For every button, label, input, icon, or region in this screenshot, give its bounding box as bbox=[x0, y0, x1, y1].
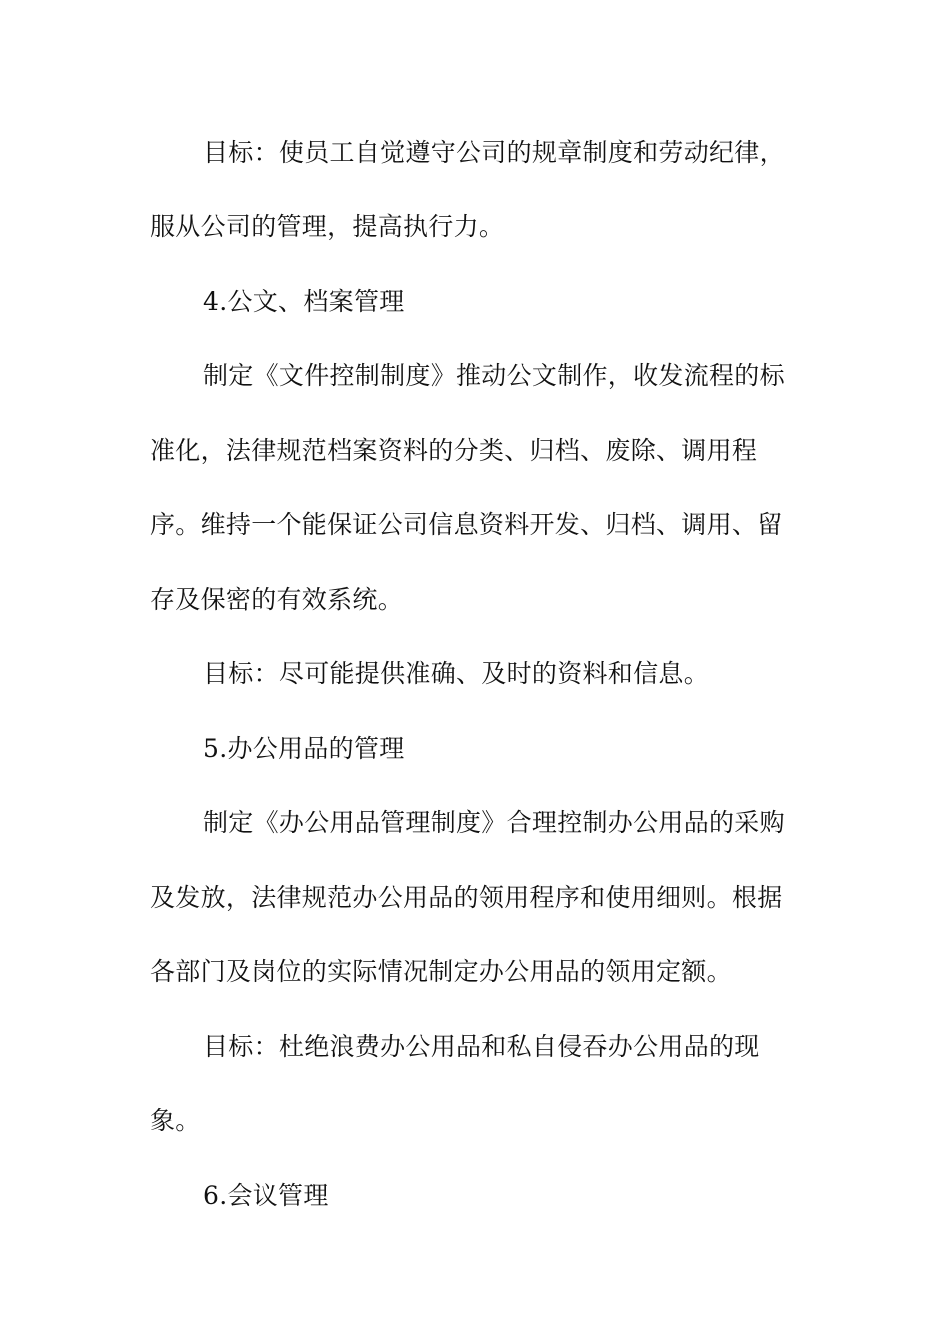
goal-discipline-line-2: 服从公司的管理，提高执行力。 bbox=[150, 212, 505, 241]
goal-supplies-line-2: 象。 bbox=[150, 1106, 201, 1135]
section-heading-documents-archives: 4.公文、档案管理 bbox=[203, 287, 405, 316]
supplies-paragraph-line-1: 制定《办公用品管理制度》合理控制办公用品的采购 bbox=[203, 808, 785, 837]
documents-paragraph-line-4: 存及保密的有效系统。 bbox=[150, 585, 404, 614]
goal-discipline-line-1: 目标：使员工自觉遵守公司的规章制度和劳动纪律， bbox=[203, 138, 785, 167]
documents-paragraph-line-3: 序。维持一个能保证公司信息资料开发、归档、调用、留 bbox=[150, 510, 783, 539]
section-heading-office-supplies: 5.办公用品的管理 bbox=[203, 734, 405, 763]
documents-paragraph-line-2: 准化，法律规范档案资料的分类、归档、废除、调用程 bbox=[150, 436, 758, 465]
supplies-paragraph-line-2: 及发放，法律规范办公用品的领用程序和使用细则。根据 bbox=[150, 883, 783, 912]
documents-paragraph-line-1: 制定《文件控制制度》推动公文制作，收发流程的标 bbox=[203, 361, 785, 390]
section-heading-meetings: 6.会议管理 bbox=[203, 1181, 329, 1210]
goal-documents-line: 目标：尽可能提供准确、及时的资料和信息。 bbox=[203, 659, 710, 688]
supplies-paragraph-line-3: 各部门及岗位的实际情况制定办公用品的领用定额。 bbox=[150, 957, 732, 986]
goal-supplies-line-1: 目标：杜绝浪费办公用品和私自侵吞办公用品的现 bbox=[203, 1032, 760, 1061]
